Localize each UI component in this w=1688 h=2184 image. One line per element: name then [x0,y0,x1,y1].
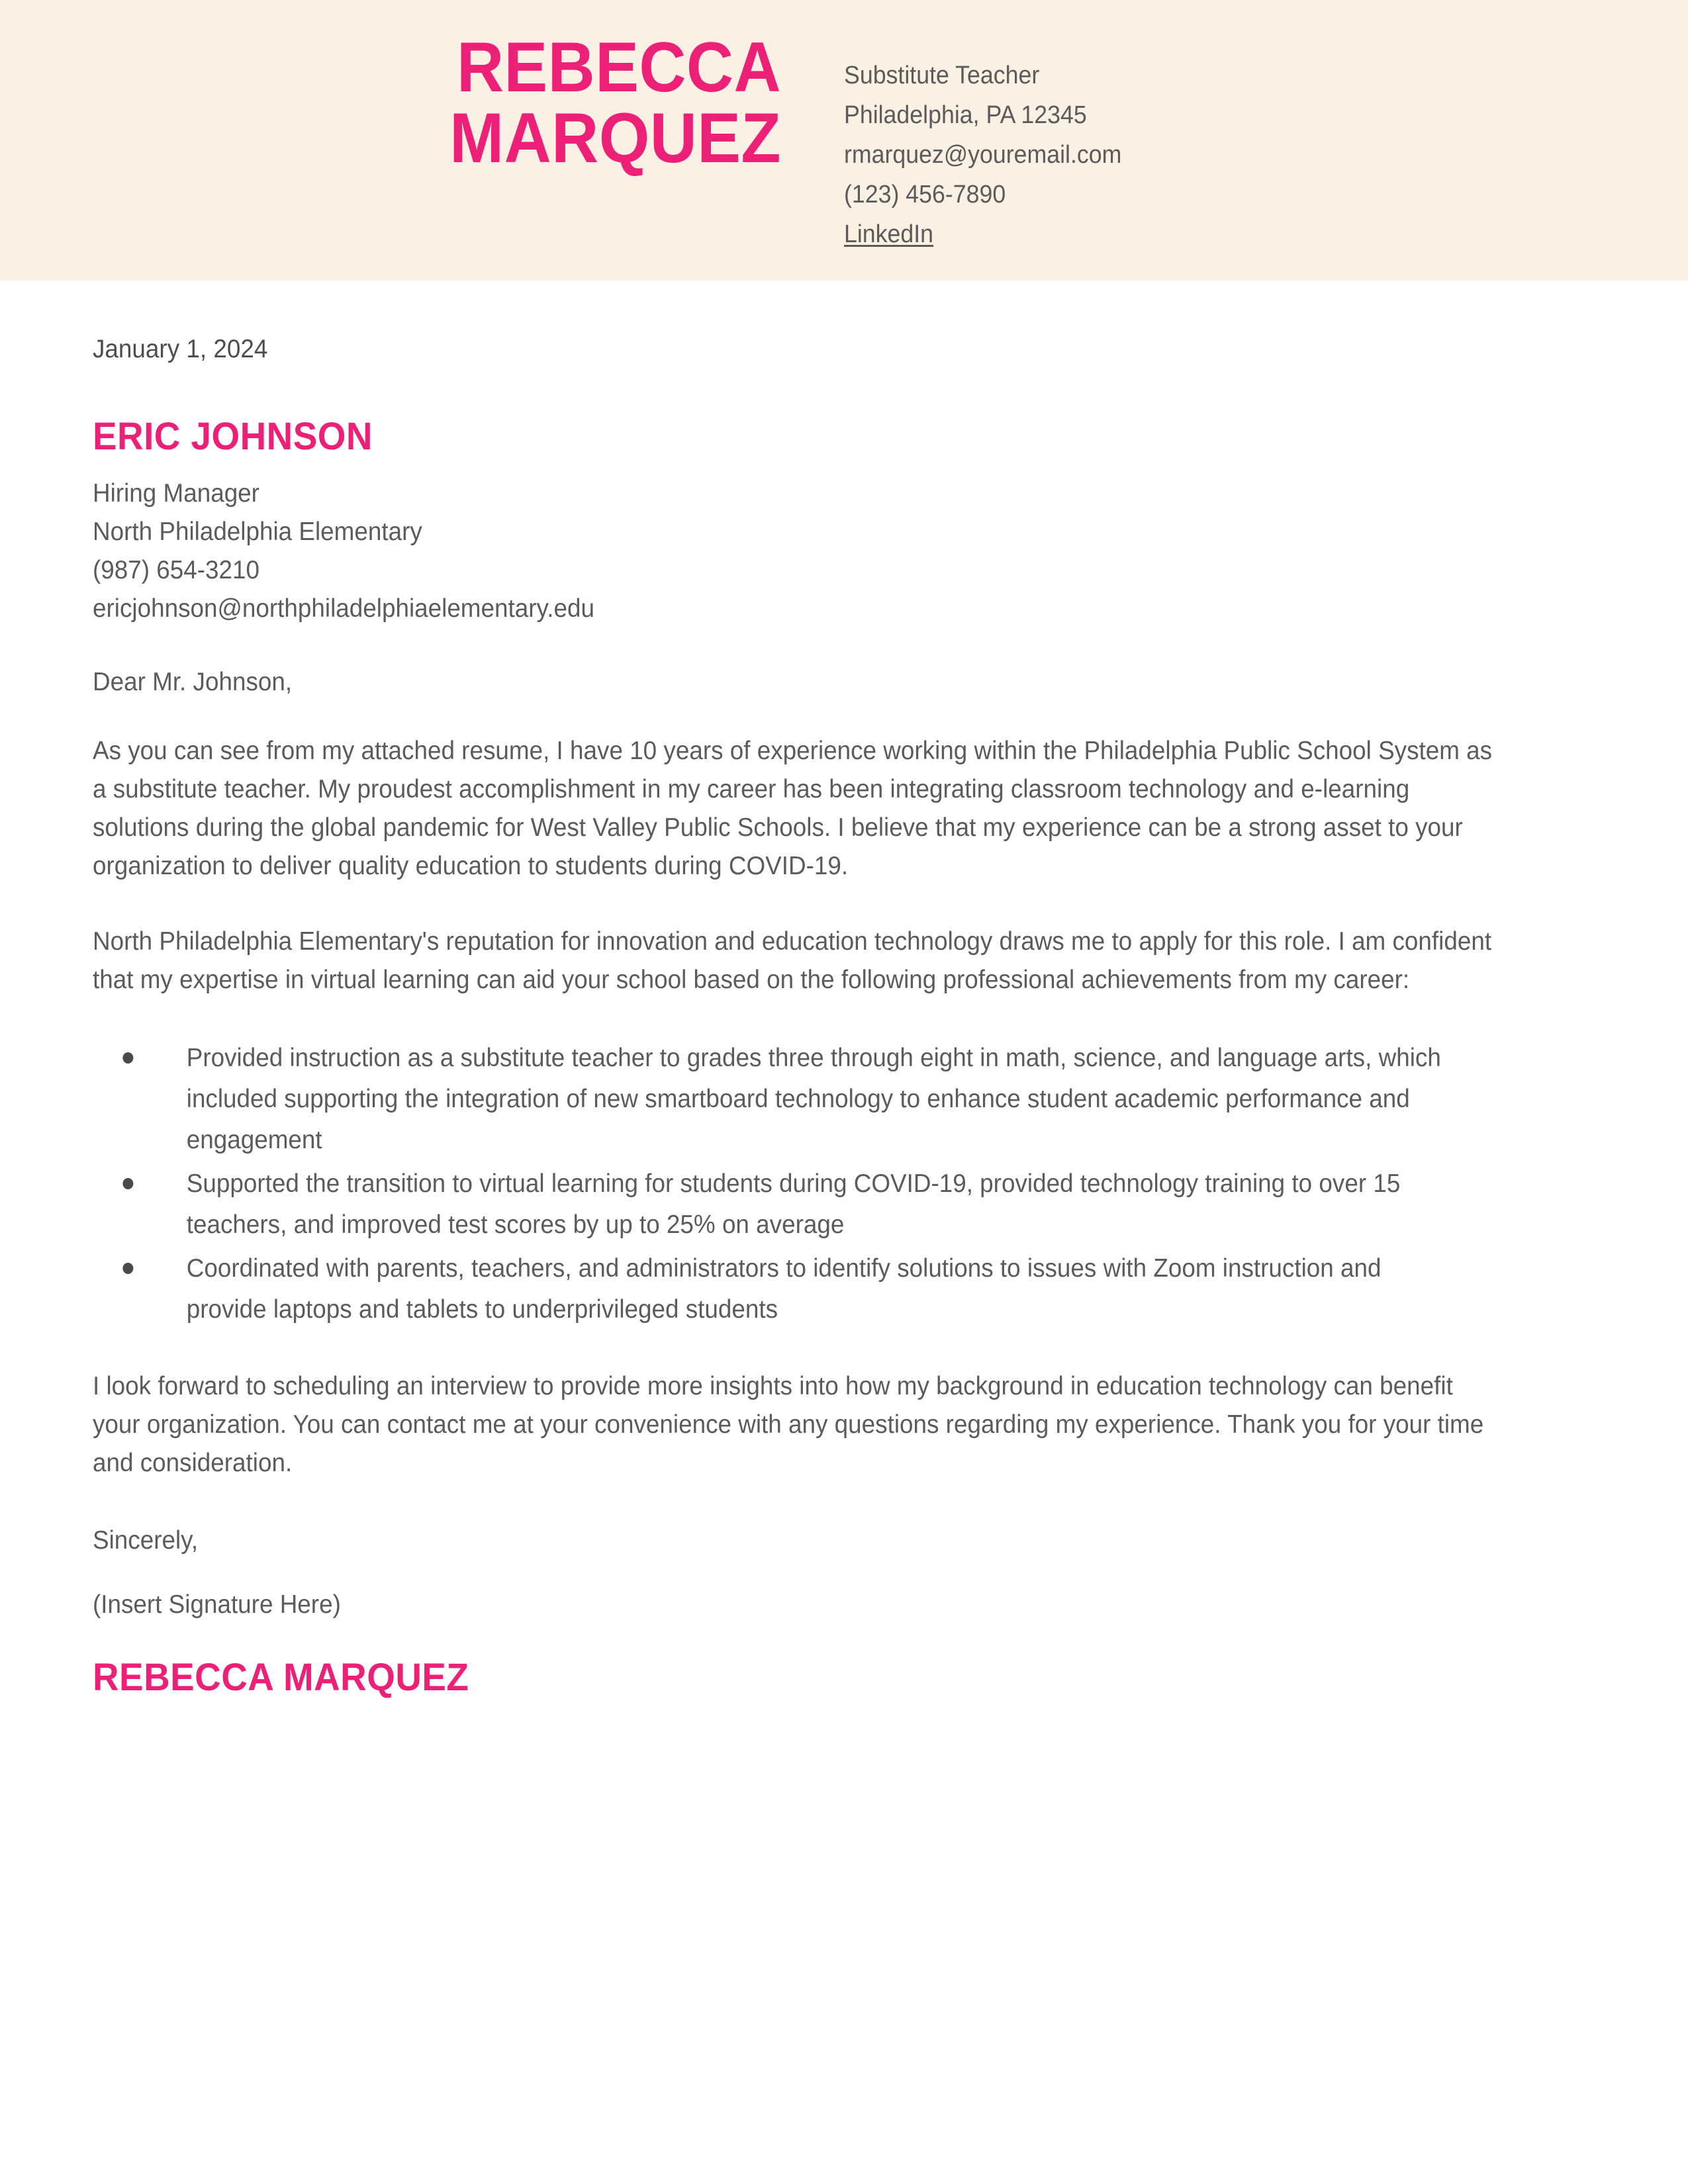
bullet-dot-icon [122,1052,133,1064]
linkedin-link[interactable]: LinkedIn [844,220,934,248]
applicant-email[interactable]: rmarquez@youremail.com [844,141,1122,169]
achievement-text: Supported the transition to virtual learning for students during COVID-19, provided technology training to over 15 teachers, and improved test scores by up to 25% on average [186,1169,1401,1239]
recipient-details [93,475,1500,628]
letter-date: January 1, 2024 [93,335,268,363]
applicant-phone: (123) 456-7890 [844,181,1006,208]
recipient-organization: North Philadelphia Elementary [93,518,422,546]
applicant-location: Philadelphia, PA 12345 [844,101,1087,129]
bullet-dot-icon [122,1178,133,1189]
closing-salutation: Sincerely, [93,1526,199,1555]
body-paragraph-3: I look forward to scheduling an interview to provide more insights into how my background in education technology can benefit your organization. You can contact me at your convenience with any questions regarding my experience. Thank you for your time and consideration. [93,1372,1484,1477]
achievements-list [93,1038,1463,1330]
list-item [93,1038,1463,1161]
list-item [93,1248,1463,1330]
letterhead-header [0,0,1688,281]
recipient-name: ERIC JOHNSON [93,415,373,458]
body-paragraph-1: As you can see from my attached resume, I have 10 years of experience working within the Philadelphia Public School System as a substitute teacher. My proudest accomplishment in my career has been integrating classroom technology and e-learning solutions during the global pandemic for West Valley Public Schools. I believe that my experience can be a strong asset to your organization to deliver quality education to students during COVID-19. [93,737,1493,880]
achievement-text: Provided instruction as a substitute teacher to grades three through eight in math, science, and language arts, which included supporting the integration of new smartboard technology to enhance student academic performance and engagement [186,1044,1441,1154]
recipient-email[interactable]: ericjohnson@northphiladelphiaelementary.edu [93,594,594,623]
applicant-linkedin-link-wrapper [844,214,1121,254]
applicant-first-name: REBECCA [456,27,781,107]
applicant-last-name: MARQUEZ [449,98,781,177]
signature-placeholder: (Insert Signature Here) [93,1590,341,1619]
achievement-text: Coordinated with parents, teachers, and administrators to identify solutions to issues with Zoom instruction and provide laptops and tablets to underprivileged students [186,1254,1382,1324]
recipient-title: Hiring Manager [93,479,259,508]
signer-name: REBECCA MARQUEZ [93,1656,469,1699]
applicant-name [245,27,781,177]
bullet-dot-icon [122,1263,133,1274]
letterhead-inner [0,0,1688,281]
salutation: Dear Mr. Johnson, [93,668,293,696]
list-item [93,1163,1463,1246]
letter-body-area [0,281,1688,2184]
recipient-phone: (987) 654-3210 [93,556,260,584]
applicant-contact-block [844,56,1121,254]
body-paragraph-2: North Philadelphia Elementary's reputation for innovation and education technology draws me to apply for this role. I am confident that my expertise in virtual learning can aid your school based on the following professional achievements from my career: [93,927,1492,994]
applicant-job-title: Substitute Teacher [844,62,1040,89]
letter-content [93,336,1500,1697]
